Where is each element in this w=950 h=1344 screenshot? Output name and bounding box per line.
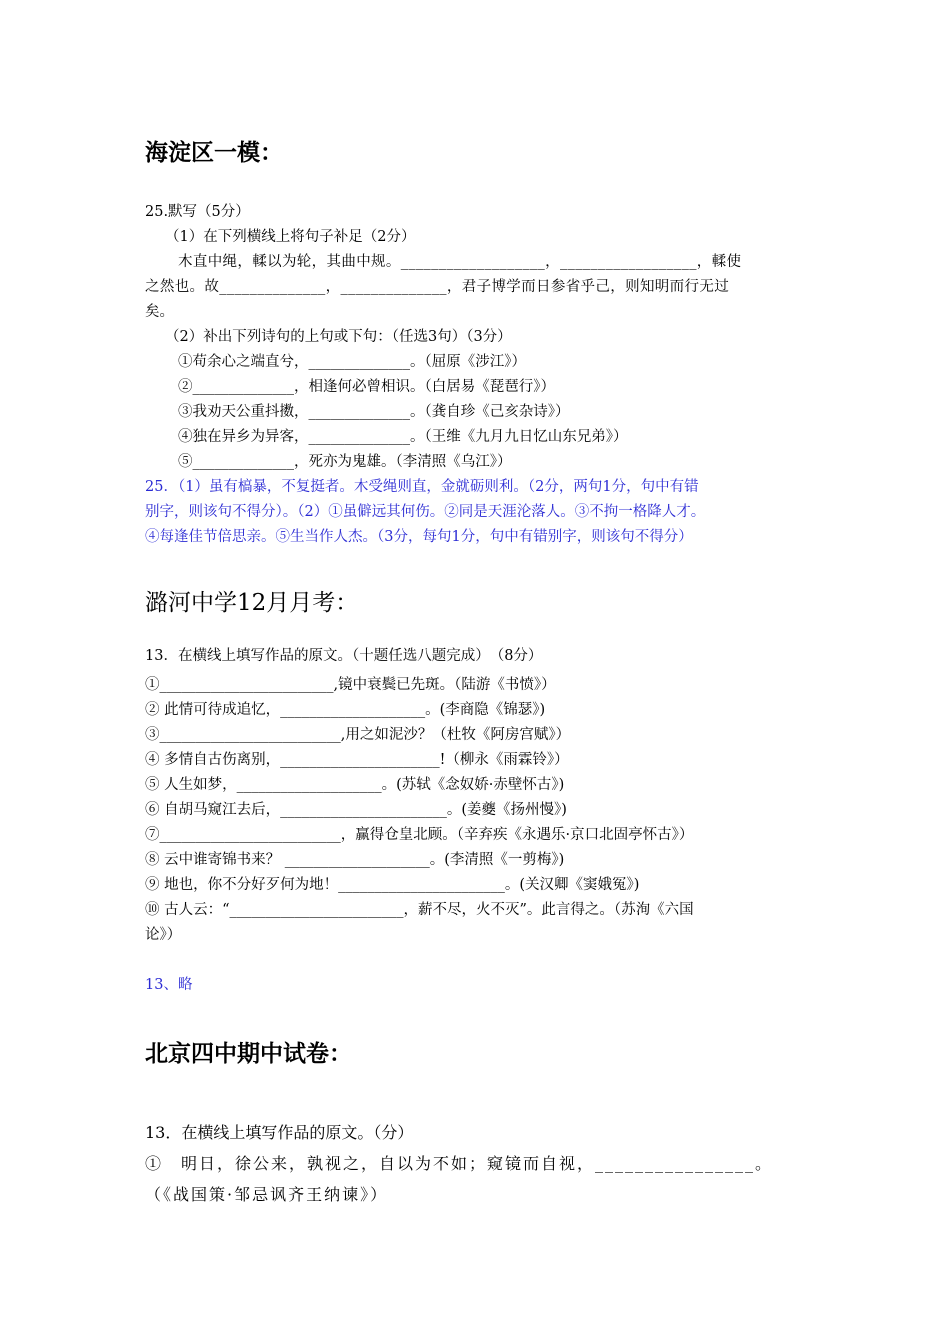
list-item: ④独在异乡为异客，______________。（王维《九月九日忆山东兄弟》） <box>178 429 628 445</box>
part-heading: （1）在下列横线上将句子补足（2分） <box>165 229 416 245</box>
fill-line: 之然也。故______________，______________，君子博学而日参省乎己，则知明而行无过 <box>145 279 730 295</box>
section-title-beijing4: 北京四中期中试卷： <box>145 1041 352 1067</box>
list-item: ② 此情可待成追忆，____________________。(李商隐《锦瑟》) <box>145 702 546 718</box>
list-item: ⑤______________，死亦为鬼雄。（李清照《乌江》） <box>178 454 512 470</box>
section-title-haidian: 海淀区一模： <box>145 140 283 166</box>
fill-line: 木直中绳，輮以为轮，其曲中规。___________________，__________________，輮使 <box>178 254 742 270</box>
list-item: ⑤ 人生如梦，____________________。(苏轼《念奴娇·赤壁怀古》) <box>145 777 565 793</box>
section-title-luhe: 潞河中学12月月考： <box>145 590 359 616</box>
list-item: ③_________________________,用之如泥沙？（杜牧《阿房宫赋》） <box>145 727 571 743</box>
answer-line: 别字，则该句不得分）。（2）①虽僻远其何伤。②同是天涯沦落人。③不拘一格降人才。 <box>145 504 706 520</box>
question-heading: 13．在横线上填写作品的原文。（分） <box>145 1123 414 1142</box>
list-item: ④ 多情自古伤离别，______________________!（柳永《雨霖铃》） <box>145 752 569 768</box>
answer-line: ④每逢佳节倍思亲。⑤生当作人杰。（3分，每句1分，句中有错别字，则该句不得分） <box>145 529 693 545</box>
list-item: ⑧ 云中谁寄锦书来？ ____________________。(李清照《一剪梅》) <box>145 852 565 868</box>
part-heading: （2）补出下列诗句的上句或下句：（任选3句）（3分） <box>165 329 512 345</box>
list-item: ①________________________,镜中衰鬓已先斑。（陆游《书愤》） <box>145 677 556 693</box>
list-item: ③我劝天公重抖擞，______________。（龚自珍《己亥杂诗》） <box>178 404 570 420</box>
question-heading: 25.默写（5分） <box>145 204 250 220</box>
list-item: 论》） <box>145 927 182 943</box>
fill-line: 矣。 <box>145 304 174 320</box>
list-item: ①苟余心之端直兮，______________。（屈原《涉江》） <box>178 354 526 370</box>
question-heading: 13．在横线上填写作品的原文。（十题任选八题完成） （8分） <box>145 648 543 664</box>
answer-line: 25．（1）虽有槁暴，不复挺者。木受绳则直，金就砺则利。（2分，两句1分，句中有错 <box>145 479 699 495</box>
list-item: ⑥ 自胡马窥江去后，_______________________。(姜夔《扬州慢》) <box>145 802 567 818</box>
list-item: ⑨ 地也，你不分好歹何为地！_______________________。(关汉卿《窦娥冤》) <box>145 877 640 893</box>
list-item: ⑩ 古人云：“________________________，薪不尽，火不灭”。此言得之。（苏洵《六国 <box>145 902 694 918</box>
list-item: ⑦_________________________，赢得仓皇北顾。（辛弃疾《永遇乐·京口北固亭怀古》） <box>145 827 694 843</box>
fill-line: ① 明日，徐公来，孰视之，自以为不如；窥镜而自视，________________。 <box>145 1154 774 1173</box>
list-item: ②______________，相逢何必曾相识。（白居易《琵琶行》） <box>178 379 555 395</box>
citation: （《战国策·邹忌讽齐王纳谏》） <box>145 1185 389 1204</box>
answer-line: 13、略 <box>145 977 193 993</box>
